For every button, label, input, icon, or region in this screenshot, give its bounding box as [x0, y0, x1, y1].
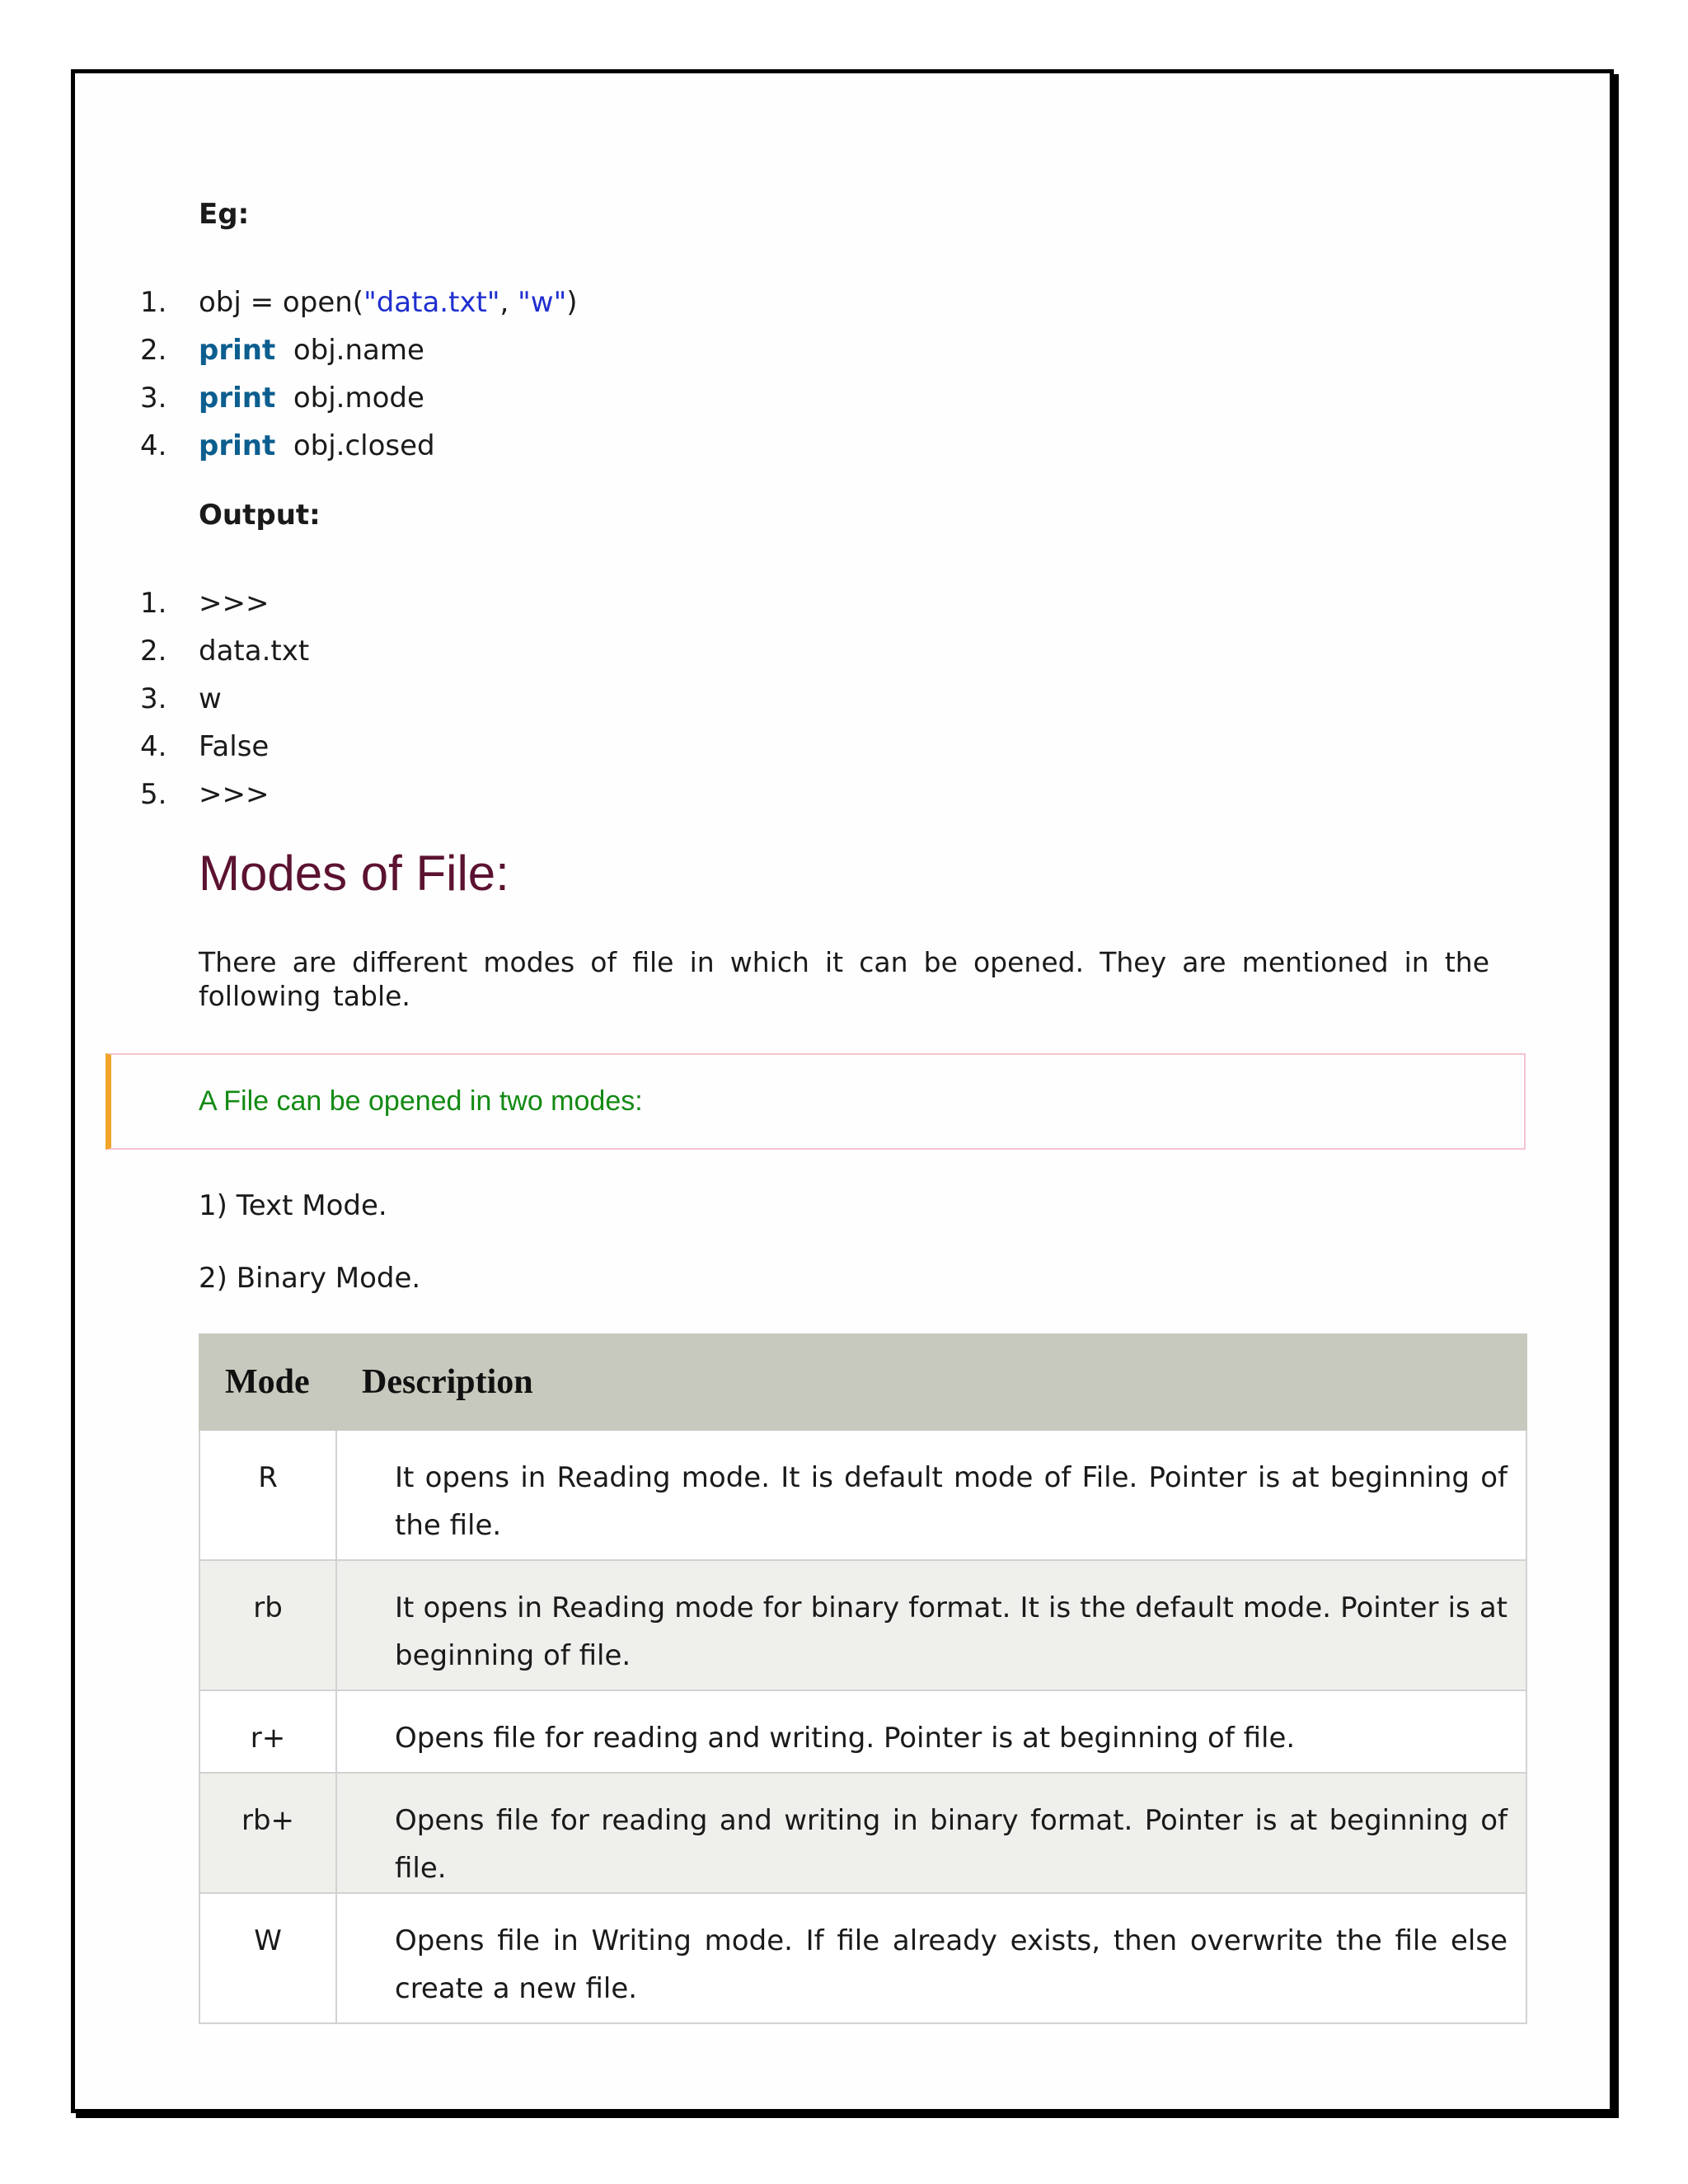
code-line: 1. obj = open("data.txt", "w") [140, 286, 578, 319]
code-line: 2. print obj.name [140, 334, 424, 367]
mode-cell: R [199, 1430, 336, 1560]
intro-paragraph: There are different modes of file in which it can be opened. They are mentioned in the following table. [199, 946, 1489, 1012]
output-line: 2. data.txt [140, 635, 310, 668]
output-line: 4. False [140, 730, 270, 763]
mode-cell: rb [199, 1560, 336, 1690]
table-row [199, 1690, 1526, 1773]
mode-cell: W [199, 1893, 336, 2023]
example-code-list [140, 279, 578, 470]
mode-cell: rb+ [199, 1773, 336, 1893]
example-label: Eg: [199, 198, 250, 231]
code-line: 3. print obj.mode [140, 382, 424, 415]
note-text: A File can be opened in two modes: [199, 1085, 643, 1117]
description-cell: Opens file in Writing mode. If file already exists, then overwrite the file else create a new file. [336, 1893, 1526, 2023]
description-cell: Opens file for reading and writing in binary format. Pointer is at beginning of file. [336, 1773, 1526, 1893]
code-line: 4. print obj.closed [140, 429, 435, 462]
table-row [199, 1773, 1526, 1893]
mode-cell: r+ [199, 1690, 336, 1773]
header-description: Description [336, 1334, 1526, 1430]
output-line: 3. w [140, 682, 222, 715]
output-line: 5. >>> [140, 778, 270, 811]
output-label: Output: [199, 499, 321, 532]
output-line: 1. >>> [140, 587, 270, 620]
description-cell: It opens in Reading mode for binary format. It is the default mode. Pointer is at beginning of file. [336, 1560, 1526, 1690]
description-cell: It opens in Reading mode. It is default mode of File. Pointer is at beginning of the file. [336, 1430, 1526, 1560]
text-mode-item: 1) Text Mode. [199, 1189, 387, 1222]
table-row [199, 1560, 1526, 1690]
output-list [140, 579, 309, 818]
note-box [106, 1053, 1526, 1150]
table-header-row [199, 1334, 1526, 1430]
table-row [199, 1430, 1526, 1560]
header-mode: Mode [199, 1334, 336, 1430]
binary-mode-item: 2) Binary Mode. [199, 1262, 421, 1295]
description-cell: Opens file for reading and writing. Pointer is at beginning of file. [336, 1690, 1526, 1773]
modes-table [199, 1333, 1527, 2024]
section-heading: Modes of File: [199, 846, 509, 901]
table-row [199, 1893, 1526, 2023]
